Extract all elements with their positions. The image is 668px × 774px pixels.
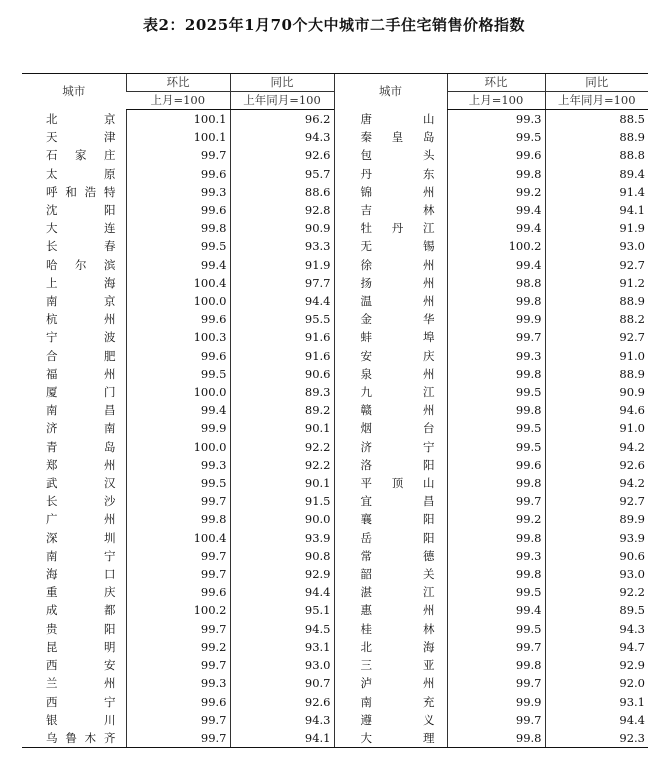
yoy-header-right: 同比 (545, 74, 648, 92)
city-cell: 成都 (46, 603, 116, 618)
mom-cell: 99.6 (447, 456, 545, 474)
yoy-cell: 94.1 (545, 201, 648, 219)
city-cell: 南昌 (46, 403, 116, 418)
city-cell: 扬州 (334, 274, 447, 292)
yoy-cell: 88.9 (545, 292, 648, 310)
table-row (22, 656, 648, 674)
yoy-cell: 89.4 (545, 165, 648, 183)
city-cell: 广州 (46, 512, 116, 527)
table-header (22, 74, 648, 110)
yoy-cell: 93.1 (230, 638, 334, 656)
yoy-cell: 91.6 (230, 328, 334, 346)
mom-cell: 99.4 (126, 256, 230, 274)
yoy-cell: 88.8 (545, 146, 648, 164)
mom-base-left: 上月=100 (126, 92, 230, 110)
yoy-cell: 88.6 (230, 183, 334, 201)
mom-cell: 99.8 (447, 474, 545, 492)
yoy-cell: 94.3 (230, 711, 334, 729)
table-body (22, 110, 648, 748)
yoy-cell: 89.9 (545, 510, 648, 528)
mom-cell: 99.5 (447, 583, 545, 601)
mom-cell: 99.9 (447, 693, 545, 711)
city-cell: 石家庄 (46, 148, 116, 163)
yoy-cell: 93.1 (545, 693, 648, 711)
mom-cell: 99.7 (126, 711, 230, 729)
yoy-cell: 90.6 (545, 547, 648, 565)
city-cell: 桂林 (334, 620, 447, 638)
table-row (22, 365, 648, 383)
city-cell: 深圳 (46, 530, 116, 545)
mom-cell: 99.7 (126, 492, 230, 510)
yoy-cell: 92.0 (545, 674, 648, 692)
table-row (22, 201, 648, 219)
yoy-cell: 91.9 (545, 219, 648, 237)
table-row (22, 165, 648, 183)
mom-cell: 99.8 (447, 292, 545, 310)
mom-cell: 99.2 (126, 638, 230, 656)
city-cell: 锦州 (334, 183, 447, 201)
yoy-cell: 94.5 (230, 620, 334, 638)
city-cell: 安庆 (334, 347, 447, 365)
mom-cell: 99.6 (126, 347, 230, 365)
mom-cell: 99.4 (447, 601, 545, 619)
city-cell: 沈阳 (46, 203, 116, 218)
city-cell: 重庆 (46, 585, 116, 600)
mom-cell: 99.7 (447, 638, 545, 656)
yoy-base-right: 上年同月=100 (545, 92, 648, 110)
table-title: 表2：2025年1月70个大中城市二手住宅销售价格指数 (143, 16, 525, 34)
yoy-cell: 88.9 (545, 128, 648, 146)
table-row (22, 492, 648, 510)
city-cell: 西安 (46, 658, 116, 673)
mom-cell: 99.8 (447, 565, 545, 583)
city-cell: 乌鲁木齐 (22, 729, 126, 748)
mom-cell: 99.3 (126, 456, 230, 474)
table-row (22, 510, 648, 528)
yoy-cell: 94.7 (545, 638, 648, 656)
city-cell: 大理 (334, 729, 447, 748)
mom-cell: 99.7 (447, 492, 545, 510)
city-cell: 蚌埠 (334, 328, 447, 346)
table-row (22, 474, 648, 492)
city-cell: 平顶山 (334, 474, 447, 492)
mom-cell: 99.6 (126, 583, 230, 601)
city-cell: 牡丹江 (334, 219, 447, 237)
yoy-header-left: 同比 (230, 74, 334, 92)
city-cell: 福州 (46, 366, 116, 381)
yoy-cell: 93.3 (230, 237, 334, 255)
mom-cell: 99.7 (447, 328, 545, 346)
city-cell: 合肥 (46, 348, 116, 363)
yoy-cell: 94.3 (230, 128, 334, 146)
mom-cell: 99.8 (447, 401, 545, 419)
city-cell: 济南 (46, 421, 116, 436)
city-cell: 呼和浩特 (46, 184, 116, 199)
city-cell: 哈尔滨 (46, 257, 116, 272)
city-cell: 遵义 (334, 711, 447, 729)
mom-cell: 99.7 (447, 711, 545, 729)
yoy-cell: 89.2 (230, 401, 334, 419)
table-row (22, 110, 648, 129)
yoy-cell: 92.6 (230, 693, 334, 711)
city-cell: 北海 (334, 638, 447, 656)
city-cell: 南充 (334, 693, 447, 711)
city-cell: 天津 (46, 130, 116, 145)
mom-cell: 100.0 (126, 438, 230, 456)
yoy-cell: 91.9 (230, 256, 334, 274)
city-cell: 兰州 (46, 676, 116, 691)
yoy-cell: 94.4 (230, 583, 334, 601)
table-row (22, 183, 648, 201)
mom-cell: 100.0 (126, 292, 230, 310)
price-index-table (22, 73, 648, 748)
yoy-cell: 90.7 (230, 674, 334, 692)
city-header-right: 城市 (334, 74, 447, 110)
city-cell: 大连 (46, 221, 116, 236)
mom-cell: 99.8 (447, 656, 545, 674)
yoy-cell: 93.9 (230, 529, 334, 547)
yoy-cell: 92.3 (545, 729, 648, 748)
mom-cell: 99.6 (126, 693, 230, 711)
city-cell: 上海 (46, 275, 116, 290)
table-row (22, 674, 648, 692)
table-row (22, 693, 648, 711)
mom-cell: 99.3 (126, 674, 230, 692)
table-row (22, 638, 648, 656)
yoy-cell: 93.0 (545, 565, 648, 583)
mom-cell: 99.5 (447, 128, 545, 146)
city-cell: 常德 (334, 547, 447, 565)
mom-header-right: 环比 (447, 74, 545, 92)
yoy-cell: 91.0 (545, 347, 648, 365)
city-cell: 无锡 (334, 237, 447, 255)
table-row (22, 347, 648, 365)
table-row (22, 547, 648, 565)
city-cell: 岳阳 (334, 529, 447, 547)
yoy-cell: 93.0 (230, 656, 334, 674)
yoy-cell: 92.2 (230, 438, 334, 456)
city-cell: 长沙 (46, 494, 116, 509)
city-cell: 武汉 (46, 476, 116, 491)
city-cell: 赣州 (334, 401, 447, 419)
yoy-cell: 95.5 (230, 310, 334, 328)
city-cell: 海口 (46, 567, 116, 582)
city-cell: 青岛 (46, 439, 116, 454)
mom-cell: 99.8 (447, 165, 545, 183)
yoy-cell: 89.3 (230, 383, 334, 401)
mom-cell: 99.4 (447, 201, 545, 219)
yoy-cell: 94.4 (545, 711, 648, 729)
city-cell: 宁波 (46, 330, 116, 345)
table-row (22, 401, 648, 419)
table-row (22, 456, 648, 474)
yoy-cell: 88.5 (545, 110, 648, 129)
yoy-cell: 90.0 (230, 510, 334, 528)
city-cell: 杭州 (46, 312, 116, 327)
mom-cell: 99.9 (126, 419, 230, 437)
city-cell: 南宁 (46, 548, 116, 563)
yoy-cell: 90.1 (230, 419, 334, 437)
table-row (22, 620, 648, 638)
yoy-cell: 96.2 (230, 110, 334, 129)
city-cell: 湛江 (334, 583, 447, 601)
yoy-cell: 93.9 (545, 529, 648, 547)
mom-cell: 99.5 (447, 419, 545, 437)
mom-cell: 99.4 (447, 219, 545, 237)
mom-cell: 99.6 (447, 146, 545, 164)
mom-base-right: 上月=100 (447, 92, 545, 110)
city-cell: 北京 (46, 111, 116, 126)
yoy-cell: 92.7 (545, 492, 648, 510)
mom-cell: 99.7 (126, 729, 230, 748)
mom-cell: 99.2 (447, 510, 545, 528)
city-header-left: 城市 (22, 74, 126, 110)
mom-cell: 99.5 (447, 383, 545, 401)
yoy-cell: 91.6 (230, 347, 334, 365)
yoy-cell: 88.9 (545, 365, 648, 383)
city-cell: 烟台 (334, 419, 447, 437)
city-cell: 秦皇岛 (334, 128, 447, 146)
mom-cell: 99.7 (126, 146, 230, 164)
yoy-cell: 94.4 (230, 292, 334, 310)
table-row (22, 419, 648, 437)
table-row (22, 438, 648, 456)
yoy-cell: 91.0 (545, 419, 648, 437)
city-cell: 厦门 (46, 385, 116, 400)
mom-cell: 99.5 (126, 474, 230, 492)
yoy-cell: 88.2 (545, 310, 648, 328)
yoy-cell: 94.6 (545, 401, 648, 419)
mom-cell: 99.7 (126, 656, 230, 674)
yoy-cell: 93.0 (545, 237, 648, 255)
yoy-cell: 90.9 (545, 383, 648, 401)
mom-cell: 99.7 (447, 674, 545, 692)
mom-cell: 99.5 (126, 237, 230, 255)
yoy-cell: 92.6 (230, 146, 334, 164)
table-row (22, 219, 648, 237)
mom-cell: 99.5 (126, 365, 230, 383)
table-row (22, 565, 648, 583)
yoy-cell: 90.8 (230, 547, 334, 565)
yoy-cell: 92.8 (230, 201, 334, 219)
yoy-cell: 92.9 (230, 565, 334, 583)
yoy-cell: 92.6 (545, 456, 648, 474)
yoy-cell: 91.5 (230, 492, 334, 510)
yoy-cell: 95.7 (230, 165, 334, 183)
city-cell: 襄阳 (334, 510, 447, 528)
city-cell: 包头 (334, 146, 447, 164)
mom-cell: 99.7 (126, 547, 230, 565)
mom-cell: 99.8 (447, 529, 545, 547)
mom-cell: 99.3 (447, 547, 545, 565)
yoy-cell: 91.2 (545, 274, 648, 292)
city-cell: 惠州 (334, 601, 447, 619)
city-cell: 郑州 (46, 457, 116, 472)
table-row (22, 383, 648, 401)
city-cell: 西宁 (46, 694, 116, 709)
mom-cell: 100.2 (447, 237, 545, 255)
yoy-cell: 92.7 (545, 328, 648, 346)
city-cell: 长春 (46, 239, 116, 254)
table-row (22, 328, 648, 346)
mom-cell: 99.8 (126, 219, 230, 237)
yoy-cell: 90.9 (230, 219, 334, 237)
table-row (22, 529, 648, 547)
mom-cell: 99.7 (126, 620, 230, 638)
yoy-cell: 94.3 (545, 620, 648, 638)
mom-cell: 99.5 (447, 620, 545, 638)
mom-cell: 99.2 (447, 183, 545, 201)
yoy-cell: 94.2 (545, 438, 648, 456)
city-cell: 宜昌 (334, 492, 447, 510)
yoy-cell: 92.2 (230, 456, 334, 474)
yoy-cell: 90.1 (230, 474, 334, 492)
city-cell: 泸州 (334, 674, 447, 692)
mom-cell: 100.1 (126, 128, 230, 146)
yoy-cell: 97.7 (230, 274, 334, 292)
table-row (22, 729, 648, 748)
mom-cell: 100.4 (126, 529, 230, 547)
mom-cell: 99.8 (447, 365, 545, 383)
city-cell: 徐州 (334, 256, 447, 274)
yoy-cell: 90.6 (230, 365, 334, 383)
mom-cell: 100.0 (126, 383, 230, 401)
mom-cell: 99.3 (447, 347, 545, 365)
mom-cell: 99.3 (447, 110, 545, 129)
yoy-cell: 94.1 (230, 729, 334, 748)
yoy-cell: 91.4 (545, 183, 648, 201)
city-cell: 太原 (46, 166, 116, 181)
mom-cell: 99.5 (447, 438, 545, 456)
city-cell: 昆明 (46, 639, 116, 654)
mom-cell: 98.8 (447, 274, 545, 292)
city-cell: 韶关 (334, 565, 447, 583)
table-row (22, 128, 648, 146)
city-cell: 洛阳 (334, 456, 447, 474)
table-row (22, 583, 648, 601)
city-cell: 银川 (46, 712, 116, 727)
mom-cell: 99.8 (447, 729, 545, 748)
mom-cell: 99.3 (126, 183, 230, 201)
city-cell: 丹东 (334, 165, 447, 183)
mom-cell: 100.4 (126, 274, 230, 292)
mom-header-left: 环比 (126, 74, 230, 92)
yoy-cell: 95.1 (230, 601, 334, 619)
yoy-cell: 92.2 (545, 583, 648, 601)
mom-cell: 100.1 (126, 110, 230, 129)
yoy-cell: 92.7 (545, 256, 648, 274)
table-row (22, 601, 648, 619)
mom-cell: 100.3 (126, 328, 230, 346)
yoy-cell: 92.9 (545, 656, 648, 674)
city-cell: 泉州 (334, 365, 447, 383)
city-cell: 三亚 (334, 656, 447, 674)
mom-cell: 100.2 (126, 601, 230, 619)
city-cell: 唐山 (334, 110, 447, 129)
mom-cell: 99.6 (126, 310, 230, 328)
city-cell: 济宁 (334, 438, 447, 456)
yoy-cell: 89.5 (545, 601, 648, 619)
city-cell: 温州 (334, 292, 447, 310)
city-cell: 南京 (46, 294, 116, 309)
yoy-base-left: 上年同月=100 (230, 92, 334, 110)
table-row (22, 274, 648, 292)
mom-cell: 99.6 (126, 165, 230, 183)
table-row (22, 237, 648, 255)
mom-cell: 99.9 (447, 310, 545, 328)
yoy-cell: 94.2 (545, 474, 648, 492)
city-cell: 九江 (334, 383, 447, 401)
city-cell: 金华 (334, 310, 447, 328)
mom-cell: 99.4 (126, 401, 230, 419)
mom-cell: 99.8 (126, 510, 230, 528)
city-cell: 贵阳 (46, 621, 116, 636)
table-row (22, 256, 648, 274)
table-row (22, 310, 648, 328)
city-cell: 吉林 (334, 201, 447, 219)
mom-cell: 99.7 (126, 565, 230, 583)
mom-cell: 99.6 (126, 201, 230, 219)
table-row (22, 711, 648, 729)
table-row (22, 292, 648, 310)
mom-cell: 99.4 (447, 256, 545, 274)
table-row (22, 146, 648, 164)
